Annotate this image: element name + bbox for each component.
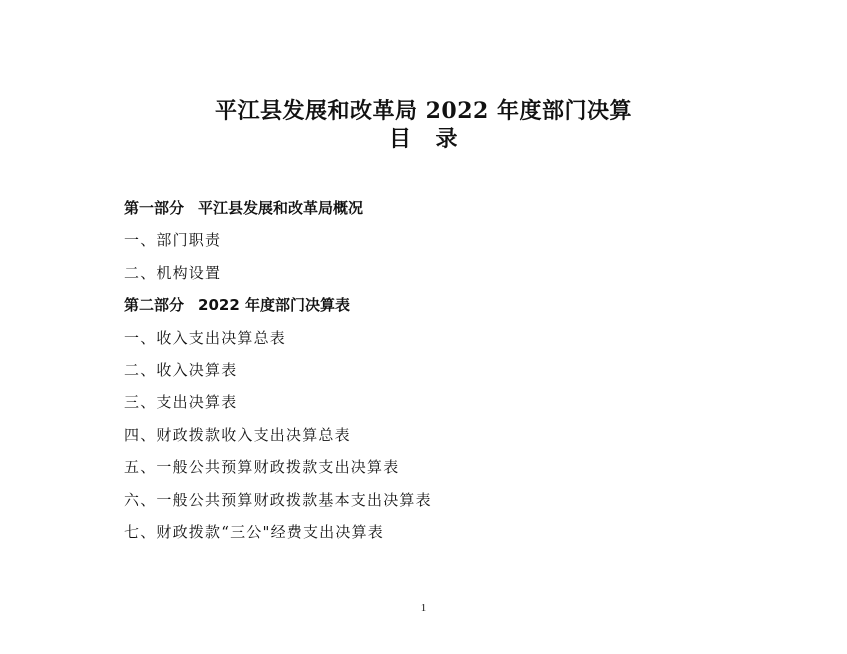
toc-item: 三、支出决算表	[124, 393, 238, 412]
part-name: 2022 年度部门决算表	[198, 296, 350, 315]
toc-item: 四、财政拨款收入支出决算总表	[124, 425, 351, 444]
toc-item: 一、收入支出决算总表	[124, 328, 287, 347]
table-of-contents	[124, 196, 724, 552]
toc-item: 二、机构设置	[124, 263, 222, 282]
part-name: 平江县发展和改革局概况	[198, 199, 364, 217]
toc-item: 一、部门职责	[124, 231, 222, 250]
toc-part-1	[124, 196, 724, 228]
toc-item: 五、一般公共预算财政拨款支出决算表	[124, 458, 400, 477]
toc-part-2	[124, 293, 724, 325]
part-number: 第一部分	[124, 199, 185, 217]
toc-item: 七、财政拨款“三公"经费支出决算表	[124, 522, 384, 541]
toc-heading-char-2: 录	[435, 126, 459, 152]
toc-heading	[0, 126, 847, 152]
toc-heading-char-1: 目	[388, 126, 412, 152]
document-title: 平江县发展和改革局 2022 年度部门决算	[214, 98, 633, 124]
part-number: 第二部分	[124, 296, 185, 315]
toc-item: 六、一般公共预算财政拨款基本支出决算表	[124, 490, 432, 509]
toc-item: 二、收入决算表	[124, 360, 238, 379]
page-number: 1	[420, 602, 427, 614]
